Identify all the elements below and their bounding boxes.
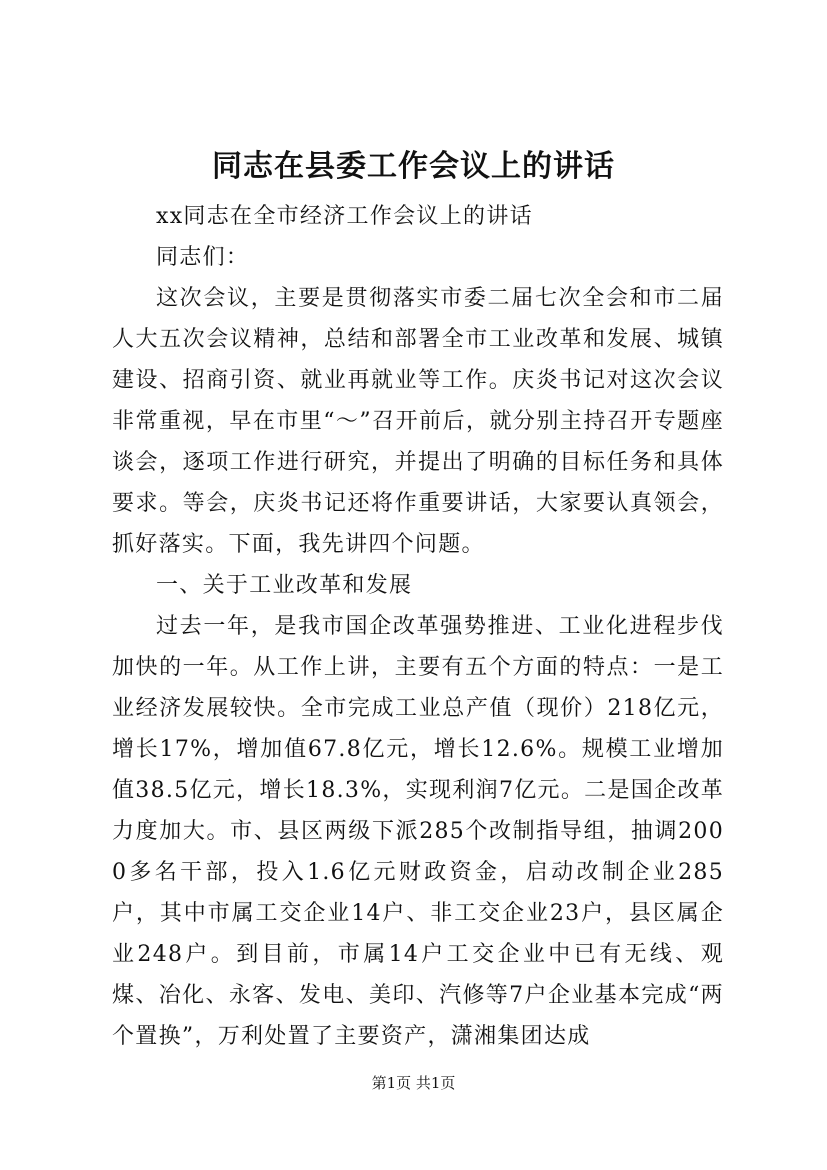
paragraph-intro: 这次会议，主要是贯彻落实市委二届七次全会和市二届人大五次会议精神，总结和部署全市工业改革和发展、城镇建设、招商引资、就业再就业等工作。庆炎书记对这次会议非常重视，早在市里“～”召开前后，就分别主持召开专题座谈会，逐项工作进行研究，并提出了明确的目标任务和具体要求。等会，庆炎书记还将作重要讲话，大家要认真领会，抓好落实。下面，我先讲四个问题。	[112, 286, 724, 557]
document-title: 同志在县委工作会议上的讲话	[212, 149, 615, 184]
paragraph-salutation: 同志们：	[156, 245, 250, 270]
section-heading: 一、关于工业改革和发展	[156, 573, 413, 598]
paragraph-subtitle: xx同志在全市经济工作会议上的讲话	[156, 204, 533, 229]
document-body	[112, 196, 724, 1057]
paragraph-industry: 过去一年，是我市国企改革强势推进、工业化进程步伐加快的一年。从工作上讲，主要有五个方面的特点：一是工业经济发展较快。全市完成工业总产值（现价）218亿元，增长17%，增加值67.8亿元，增长12.6%。规模工业增加值38.5亿元，增长18.3%，实现利润7亿元。二是国企改革力度加大。市、县区两级下派285个改制指导组，抽调2000多名干部，投入1.6亿元财政资金，启动改制企业285户，其中市属工交企业14户、非工交企业23户，县区属企业248户。到目前，市属14户工交企业中已有无线、观煤、冶化、永客、发电、美印、汽修等7户企业基本完成“两个置换”，万利处置了主要资产，潇湘集团达成	[112, 614, 724, 1049]
page-footer: 第1页 共1页	[371, 1074, 456, 1092]
